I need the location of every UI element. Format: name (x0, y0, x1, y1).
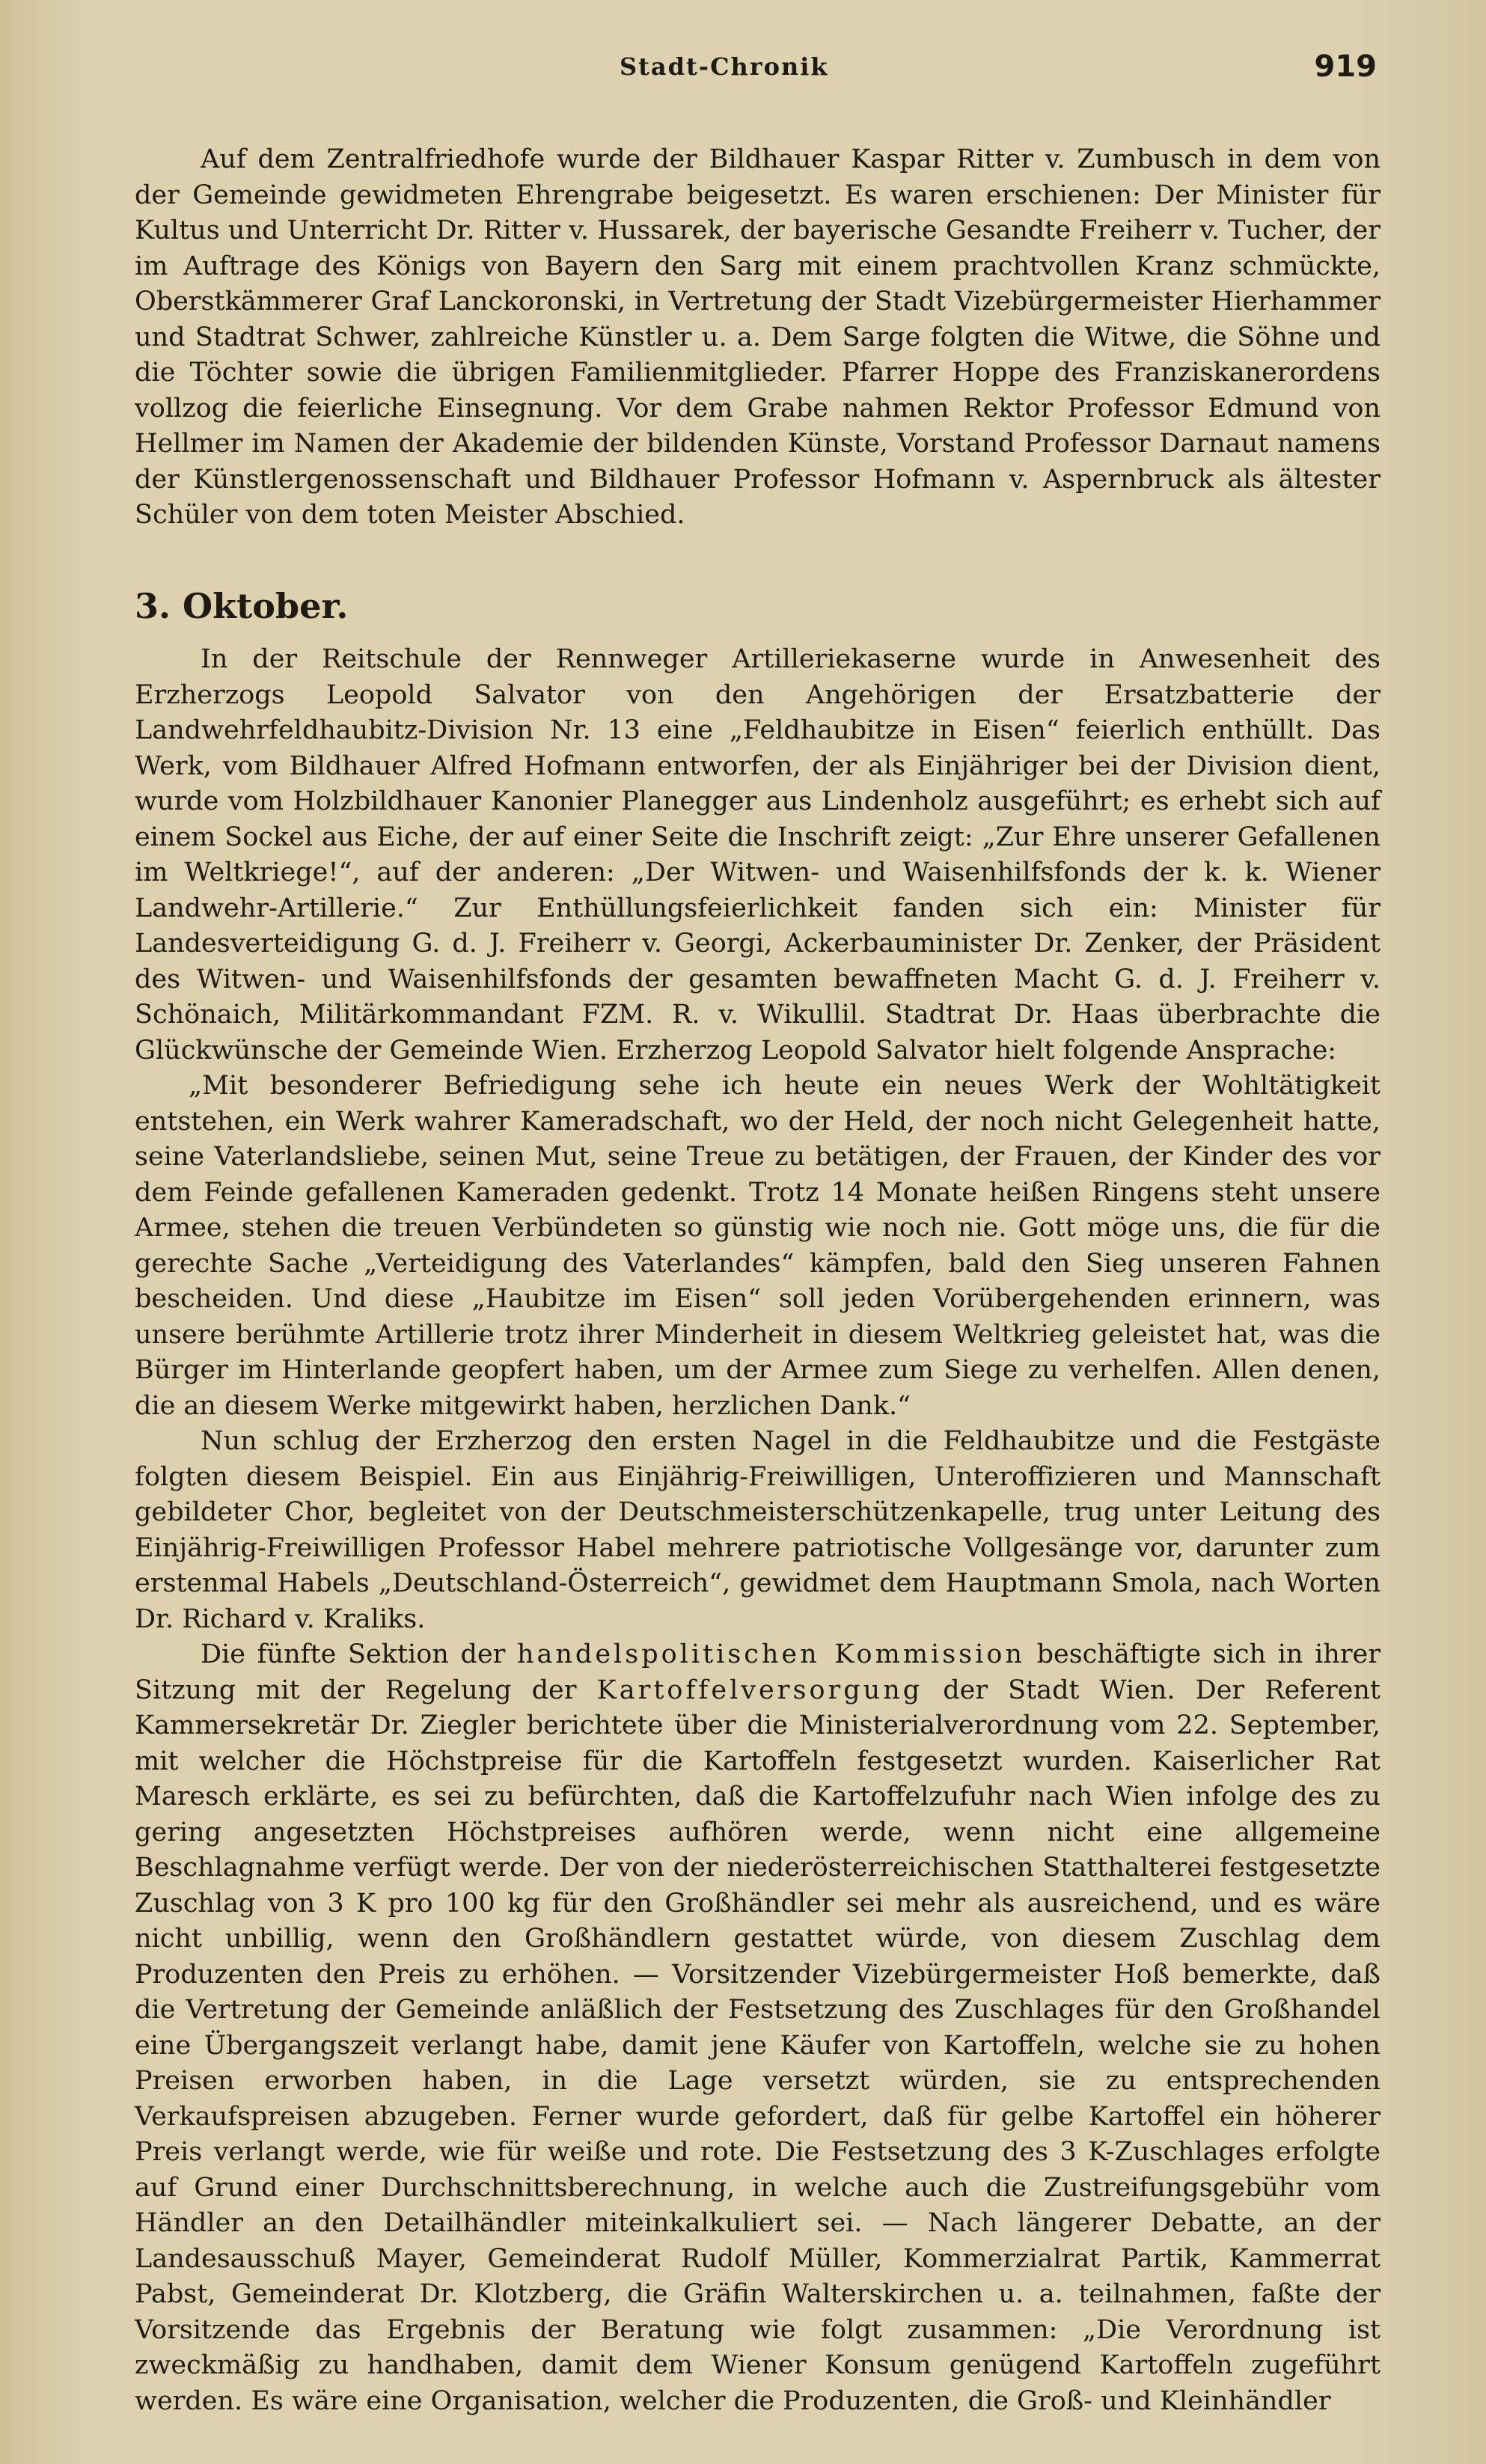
intro-text-block (135, 142, 1380, 534)
page-number: 919 (1314, 49, 1377, 84)
sektion-intro-text: Die fünfte Sektion der (201, 1639, 517, 1669)
section-text-block (135, 642, 1380, 2419)
paragraph-reitschule: In der Reitschule der Rennweger Artilleriekaserne wurde in Anwesenheit des Erzherzogs Leopold Salvator von den Angehörigen der Ersatzbatterie der Landwehrfeldhaubitz-Division Nr. 13 eine „Feldhaubitze in Eisen“ feierlich enthüllt. Das Werk, vom Bildhauer Alfred Hofmann entworfen, der als Einjähriger bei der Division dient, wurde vom Holzbildhauer Kanonier Planegger aus Lindenholz ausgeführt; es erhebt sich auf einem Sockel aus Eiche, der auf einer Seite die Inschrift zeigt: „Zur Ehre unserer Gefallenen im Weltkriege!“, auf der anderen: „Der Witwen- und Waisenhilfsfonds der k. k. Wiener Landwehr-Artillerie.“ Zur Enthüllungsfeierlichkeit fanden sich ein: Minister für Landesverteidigung G. d. J. Freiherr v. Georgi, Ackerbauminister Dr. Zenker, der Präsident des Witwen- und Waisenhilfsfonds der gesamten bewaffneten Macht G. d. J. Freiherr v. Schönaich, Militärkommandant FZM. R. v. Wikullil. Stadtrat Dr. Haas überbrachte die Glückwünsche der Gemeinde Wien. Erzherzog Leopold Salvator hielt folgende Ansprache: (135, 644, 1380, 1066)
sektion-rest-text: beschäftigte sich in ihrer Sitzung mit der Regelung der (135, 1639, 1380, 1705)
sektion-name-emphasis: handelspolitischen Kommission (516, 1639, 1025, 1669)
paragraph-nagel: Nun schlug der Erzherzog den ersten Nagel in die Feldhaubitze und die Festgäste folgten diesem Beispiel. Ein aus Einjährig-Freiwilligen, Unteroffizieren und Mannschaft gebildeter Chor, begleitet von der Deutschmeisterschützenkapelle, trug unter Leitung des Einjährig-Freiwilligen Professor Habel mehrere patriotische Vollgesänge vor, darunter zum erstenmal Habels „Deutschland-Österreich“, gewidmet dem Hauptmann Smola, nach Worten Dr. Richard v. Kraliks. (135, 1426, 1380, 1634)
section-heading: 3. Oktober. (135, 586, 349, 626)
running-head (0, 49, 1486, 94)
intro-paragraph: Auf dem Zentralfriedhofe wurde der Bildhauer Kaspar Ritter v. Zumbusch in dem von der Gemeinde gewidmeten Ehrengrabe beigesetzt. Es waren erschienen: Der Minister für Kultus und Unterricht Dr. Ritter v. Hussarek, der bayerische Gesandte Freiherr v. Tucher, der im Auftrage des Königs von Bayern den Sarg mit einem prachtvollen Kranz schmückte, Oberstkämmerer Graf Lanckoronski, in Vertretung der Stadt Vizebürgermeister Hierhammer und Stadtrat Schwer, zahlreiche Künstler u. a. Dem Sarge folgten die Witwe, die Söhne und die Töchter sowie die übrigen Familienmitglieder. Pfarrer Hoppe des Franziskanerordens vollzog die feierliche Einsegnung. Vor dem Grabe nahmen Rektor Professor Edmund von Hellmer im Namen der Akademie der bildenden Künste, Vorstand Professor Darnaut namens der Künstlergenossenschaft und Bildhauer Professor Hofmann v. Aspernbruck als ältester Schüler von dem toten Meister Abschied. (135, 144, 1380, 530)
kartoffel-term-emphasis: Kartoffelversorgung (596, 1675, 923, 1705)
sektion-body-text: der Stadt Wien. Der Referent Kammersekretär Dr. Ziegler berichtete über die Ministerialverordnung vom 22. September, mit welcher die Höchstpreise für die Kartoffeln festgesetzt wurden. Kaiserlicher Rat Maresch erklärte, es sei zu befürchten, daß die Kartoffelzufuhr nach Wien infolge des zu gering angesetzten Höchstpreises aufhören werde, wenn nicht eine allgemeine Beschlagnahme verfügt werde. Der von der niederösterreichischen Statthalterei festgesetzte Zuschlag von 3 K pro 100 kg für den Großhändler sei mehr als ausreichend, und es wäre nicht unbillig, wenn den Großhändlern gestattet würde, von diesem Zuschlag dem Produzenten den Preis zu erhöhen. — Vorsitzender Vizebürgermeister Hoß bemerkte, daß die Vertretung der Gemeinde anläßlich der Festsetzung des Zuschlages für den Großhandel eine Übergangszeit verlangt habe, damit jene Käufer von Kartoffeln, welche sie zu hohen Preisen erworben haben, in die Lage versetzt würden, sie zu entsprechenden Verkaufspreisen abzugeben. Ferner wurde gefordert, daß für gelbe Kartoffel ein höherer Preis verlangt werde, wie für weiße und rote. Die Festsetzung des 3 K-Zuschlages erfolgte auf Grund einer Durchschnittsberechnung, in welche auch die Zustreifungsgebühr vom Händler an den Detailhändler miteinkalkuliert sei. — Nach längerer Debatte, an der Landesausschuß Mayer, Gemeinderat Rudolf Müller, Kommerzialrat Partik, Kammerrat Pabst, Gemeinderat Dr. Klotzberg, die Gräfin Walterskirchen u. a. teilnahmen, faßte der Vorsitzende das Ergebnis der Beratung wie folgt zusammen: „Die Verordnung ist zweckmäßig zu handhaben, damit dem Wiener Konsum genügend Kartoffeln zugeführt werden. Es wäre eine Organisation, welcher die Produzenten, die Groß- und Kleinhändler (135, 1675, 1380, 2416)
paragraph-ansprache-quote: „Mit besonderer Befriedigung sehe ich heute ein neues Werk der Wohltätigkeit entstehen, ein Werk wahrer Kameradschaft, wo der Held, der noch nicht Gelegenheit hatte, seine Vaterlandsliebe, seinen Mut, seine Treue zu betätigen, der Frauen, der Kinder des vor dem Feinde gefallenen Kameraden gedenkt. Trotz 14 Monate heißen Ringens steht unsere Armee, stehen die treuen Verbündeten so günstig wie noch nie. Gott möge uns, die für die gerechte Sache „Verteidigung des Vaterlandes“ kämpfen, bald den Sieg unseren Fahnen bescheiden. Und diese „Haubitze im Eisen“ soll jeden Vorübergehenden erinnern, was unsere berühmte Artillerie trotz ihrer Minderheit in diesem Weltkrieg geleistet hat, was die Bürger im Hinterlande geopfert haben, um der Armee zum Siege zu verhelfen. Allen denen, die an diesem Werke mitgewirkt haben, herzlichen Dank.“ (135, 1071, 1380, 1421)
running-title: Stadt-Chronik (620, 52, 829, 81)
paragraph-sektion (135, 1637, 1380, 2419)
